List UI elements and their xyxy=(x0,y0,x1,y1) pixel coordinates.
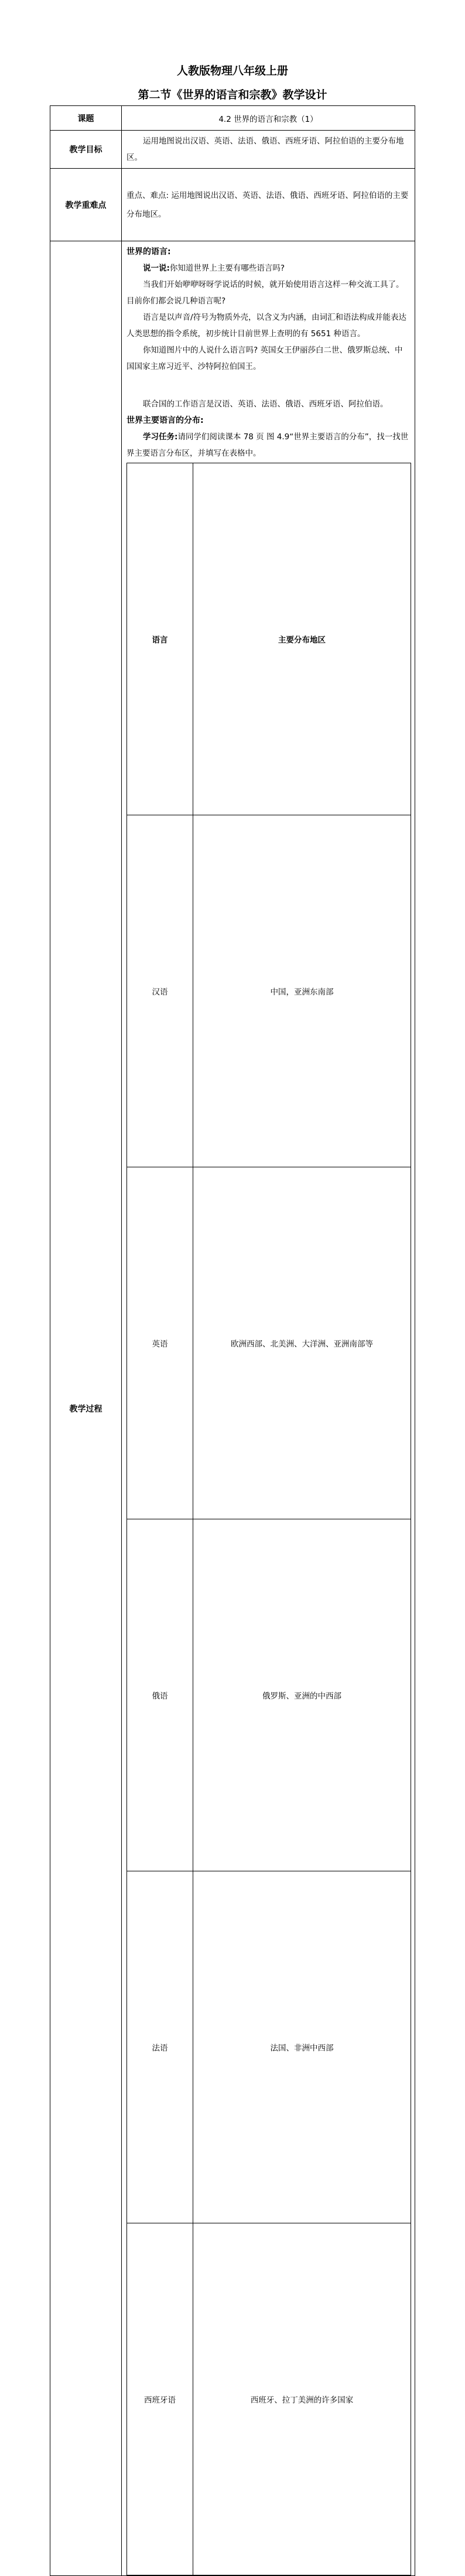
region-cell: 中国，亚洲东南部 xyxy=(193,815,411,1167)
header-language: 语言 xyxy=(127,463,193,815)
table-row xyxy=(127,2223,411,2575)
topic-value: 4.2 世界的语言和宗教（1） xyxy=(122,106,415,131)
section-heading-languages: 世界的语言: xyxy=(126,247,171,257)
task-text: 请同学们阅读课本 78 页 图 4.9“世界主要语言的分布”，找一找世界主要语言分布区，并填写在表格中。 xyxy=(126,432,409,458)
key-points-text: 重点、难点: 运用地图说出汉语、英语、法语、俄语、西班牙语、阿拉伯语的主要分布地区。 xyxy=(126,190,409,219)
language-cell: 俄语 xyxy=(127,1519,193,1871)
process-content xyxy=(122,241,415,2576)
lesson-title: 第二节《世界的语言和宗教》教学设计 xyxy=(138,88,327,101)
key-points-label: 教学重难点 xyxy=(50,169,122,241)
paragraph-3: 你知道图片中的人说什么语言吗? 英国女王伊丽莎白二世、俄罗斯总统、中国国家主席习近平、沙特阿拉伯国王。 xyxy=(126,346,403,371)
language-cell: 西班牙语 xyxy=(127,2223,193,2575)
paragraph-1: 当我们开始咿咿呀呀学说话的时候，就开始使用语言这样一种交流工具了。目前你们都会说几种语言呢? xyxy=(126,280,404,306)
language-cell: 法语 xyxy=(127,1871,193,2223)
goal-label: 教学目标 xyxy=(50,131,122,169)
header-region: 主要分布地区 xyxy=(193,463,411,815)
talk-prompt xyxy=(126,260,410,276)
image-space xyxy=(126,375,410,396)
task-label: 学习任务: xyxy=(143,432,178,442)
region-cell: 俄罗斯、亚洲的中西部 xyxy=(193,1519,411,1871)
region-cell: 西班牙、拉丁美洲的许多国家 xyxy=(193,2223,411,2575)
region-cell: 欧洲西部、北美洲、大洋洲、亚洲南部等 xyxy=(193,1167,411,1519)
paragraph-4: 联合国的工作语言是汉语、英语、法语、俄语、西班牙语、阿拉伯语。 xyxy=(143,399,388,409)
key-points-row xyxy=(50,169,415,241)
section-heading-distribution: 世界主要语言的分布: xyxy=(126,416,204,425)
language-cell: 英语 xyxy=(127,1167,193,1519)
lesson-plan-table xyxy=(50,105,415,2576)
language-distribution-table xyxy=(126,463,411,2575)
document-title: 人教版物理八年级上册 xyxy=(176,64,288,77)
table-row xyxy=(127,815,411,1167)
process-row xyxy=(50,241,415,2576)
talk-text: 你知道世界上主要有哪些语言吗? xyxy=(169,264,285,273)
table-row xyxy=(127,1519,411,1871)
paragraph-2: 语言是以声音/符号为物质外壳，以含义为内涵，由词汇和语法构成并能表达人类思想的指令系统，初步统计目前世界上查明的有 5651 种语言。 xyxy=(126,313,407,339)
table-row xyxy=(127,1167,411,1519)
lang-table-header xyxy=(127,463,411,815)
table-row xyxy=(127,1871,411,2223)
topic-row xyxy=(50,106,415,131)
goal-text: 运用地图说出汉语、英语、法语、俄语、西班牙语、阿拉伯语的主要分布地区。 xyxy=(126,136,404,162)
task-prompt xyxy=(126,429,410,462)
goal-row xyxy=(50,131,415,169)
process-label: 教学过程 xyxy=(50,241,122,2576)
topic-label: 课题 xyxy=(50,106,122,131)
region-cell: 法国、非洲中西部 xyxy=(193,1871,411,2223)
talk-label: 说一说: xyxy=(143,264,170,273)
language-cell: 汉语 xyxy=(127,815,193,1167)
